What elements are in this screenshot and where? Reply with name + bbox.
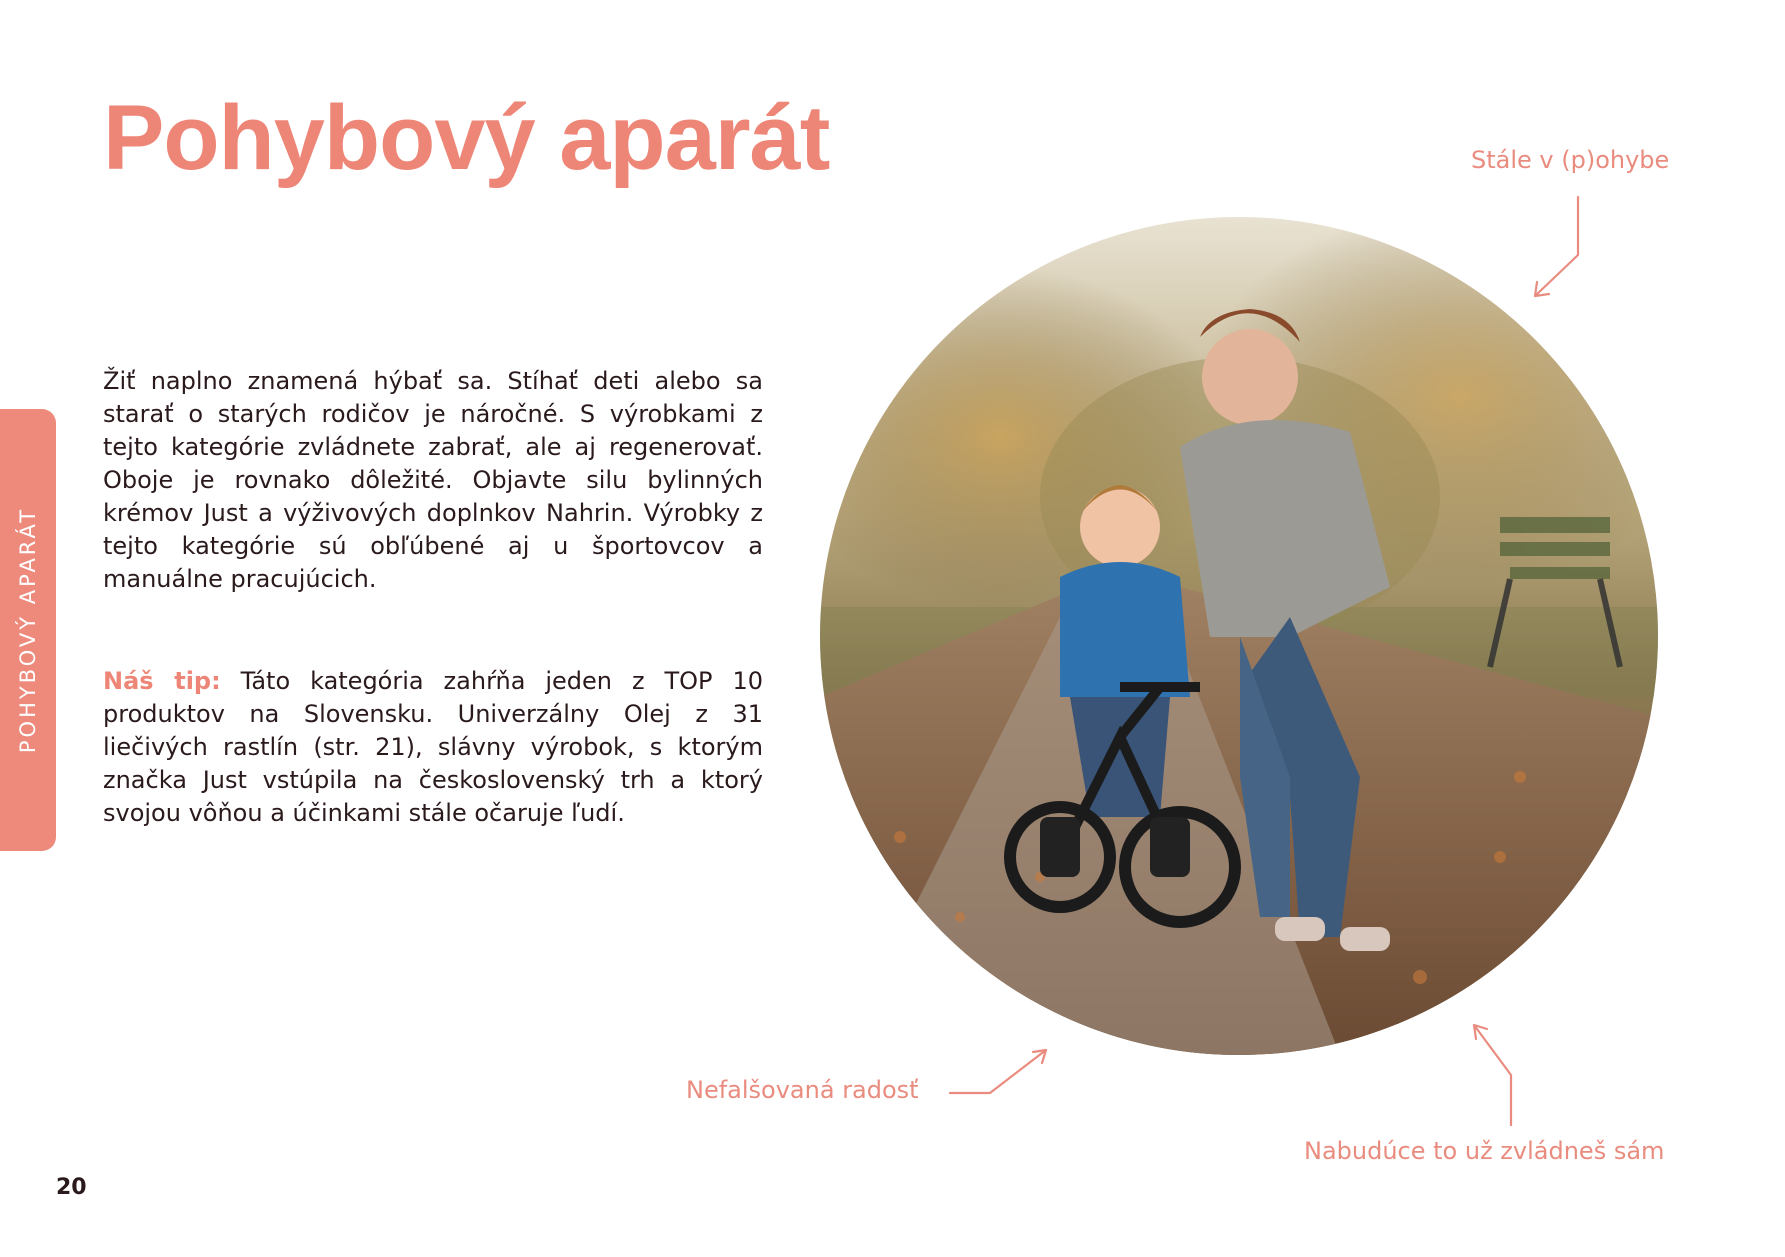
- arrow-bottom-left-icon: [950, 1050, 1046, 1093]
- intro-paragraph: Žiť naplno znamená hýbať sa. Stíhať deti alebo sa starať o starých rodičov je náročné. S výrobkami z tejto kategórie zvládnete zabrať, ale aj regenerovať. Oboje je rovnako dôležité. Objavte silu bylinných krémov Just a výživových doplnkov Nahrin. Výrobky z tejto kategórie sú obľúbené aj u športovcov a manuálne pracujúcich.: [103, 367, 763, 593]
- caption-top-right: Stále v (p)ohybe: [1471, 146, 1670, 174]
- caption-bottom-left: Nefalšovaná radosť: [686, 1076, 919, 1104]
- tip-label: Náš tip:: [103, 667, 221, 695]
- side-tab-label: POHYBOVÝ APARÁT: [16, 506, 40, 754]
- tip-paragraph: [103, 665, 763, 830]
- arrow-top-right-icon: [1535, 197, 1578, 296]
- page-title: Pohybový aparát: [103, 87, 830, 189]
- tip-text: Táto kategória zahŕňa jeden z TOP 10 produktov na Slovensku. Univerzálny Olej z 31 liečivých rastlín (str. 21), slávny výrobok, s ktorým značka Just vstúpila na československý trh a ktorý svojou vôňou a účinkami stále očaruje ľudí.: [103, 667, 763, 827]
- caption-bottom-right: Nabudúce to už zvládneš sám: [1304, 1137, 1665, 1165]
- side-section-tab: [0, 409, 56, 851]
- arrow-bottom-right-icon: [1474, 1025, 1511, 1125]
- circular-photo: [820, 217, 1658, 1055]
- autumn-park-photo-icon: [820, 217, 1658, 1055]
- page-number: 20: [56, 1175, 87, 1200]
